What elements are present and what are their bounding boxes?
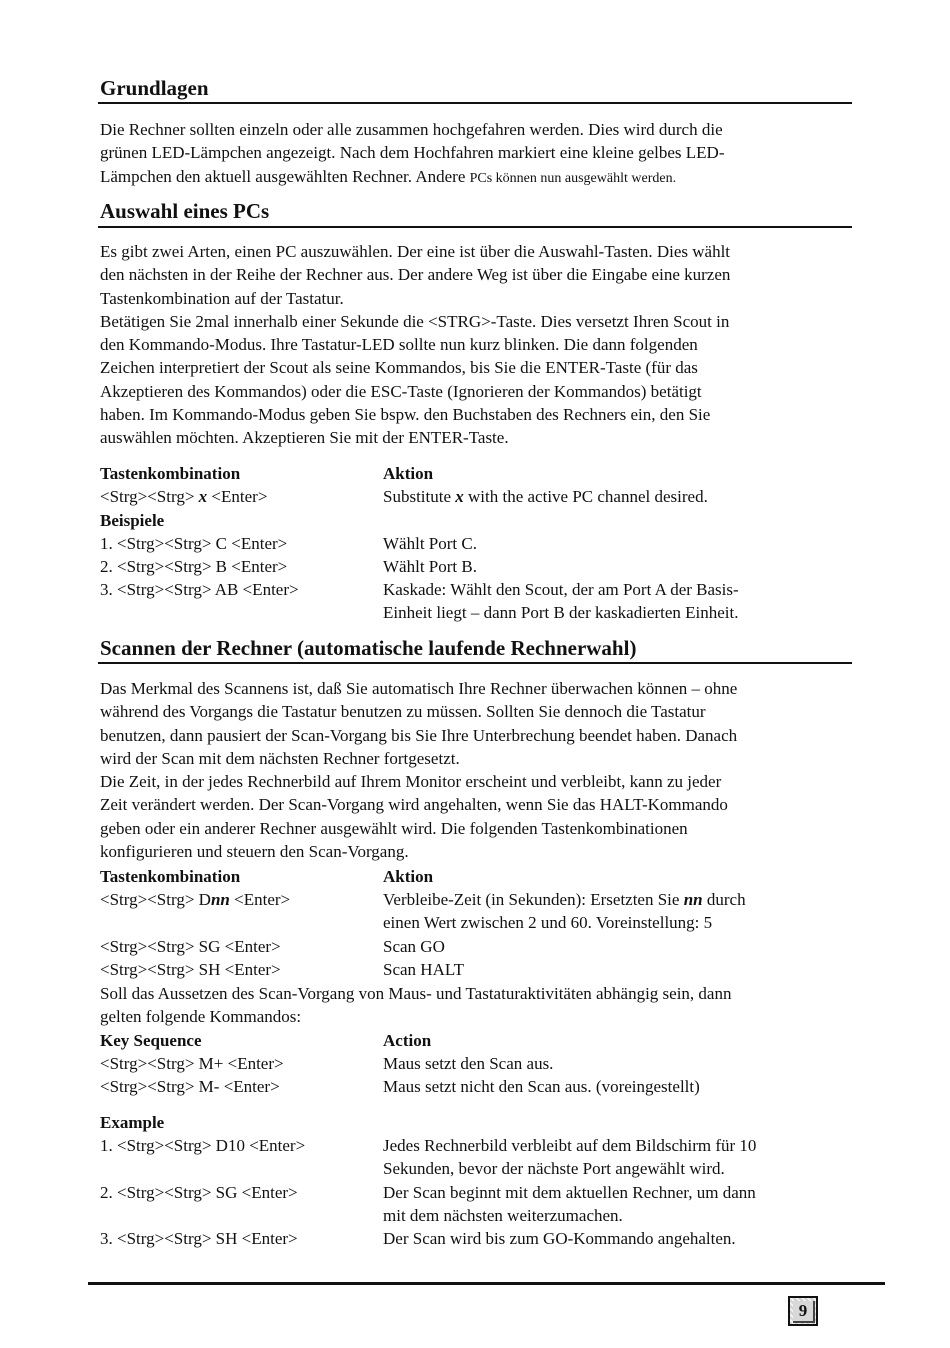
section-rule	[98, 662, 852, 664]
text-line: Soll das Aussetzen des Scan-Vorgang von Maus- und Tastaturaktivitäten abhängig sein, dann	[100, 984, 732, 1003]
action-line: Der Scan beginnt mit dem aktuellen Rechner, um dann	[383, 1183, 756, 1202]
text-line: geben oder ein anderer Rechner ausgewählt wird. Die folgenden Tastenkombinationen	[100, 818, 688, 838]
examples-label	[100, 509, 852, 532]
table-row	[100, 1134, 852, 1180]
header-action: Aktion	[383, 867, 434, 886]
key-variable: x	[198, 487, 208, 506]
action-text	[383, 1134, 823, 1180]
section-rule	[98, 226, 852, 228]
example-label	[100, 1111, 852, 1134]
action-text: Wählt Port C.	[383, 534, 477, 553]
key-prefix: <Strg><Strg>	[100, 487, 199, 506]
text-line: Die Rechner sollten einzeln oder alle zusammen hochgefahren werden. Dies wird durch die	[100, 120, 723, 139]
action-text	[383, 578, 823, 624]
paragraph-scannen	[100, 677, 852, 863]
action-line: Sekunden, bevor der nächste Port angewählt wird.	[383, 1159, 725, 1178]
text-line: gelten folgende Kommandos:	[100, 1007, 302, 1027]
header-action: Aktion	[383, 464, 434, 483]
text-line: Zeit verändert werden. Der Scan-Vorgang wird angehalten, wenn Sie das HALT-Kommando	[100, 795, 728, 815]
action-text: Scan HALT	[383, 960, 465, 979]
text-segment: Lämpchen den aktuell ausgewählten Rechner. Andere	[100, 166, 470, 186]
key-suffix: <Enter>	[207, 487, 268, 506]
key-sequence: 1. <Strg><Strg> C <Enter>	[100, 534, 288, 553]
action-line: Einheit liegt – dann Port B der kaskadierten Einheit.	[383, 603, 739, 622]
key-sequence: <Strg><Strg> SH <Enter>	[100, 960, 281, 979]
text-line: Akzeptieren des Kommandos) oder die ESC-Taste (Ignorieren der Kommandos) betätigt	[100, 381, 702, 401]
table-row	[100, 888, 852, 934]
header-key: Tastenkombination	[100, 867, 241, 886]
action-line: mit dem nächsten weiterzumachen.	[383, 1206, 623, 1225]
table-row	[100, 1227, 852, 1250]
action-text	[383, 485, 823, 508]
table-row	[100, 1075, 852, 1098]
action-suffix: with the active PC channel desired.	[463, 487, 708, 506]
text-line: Tastenkombination auf der Tastatur.	[100, 288, 344, 308]
page-number: 9	[793, 1301, 815, 1323]
key-sequence: 2. <Strg><Strg> SG <Enter>	[100, 1183, 298, 1202]
footer-rule	[88, 1282, 885, 1285]
text-line: Das Merkmal des Scannens ist, daß Sie automatisch Ihre Rechner überwachen können – ohne	[100, 679, 738, 698]
text-line: Die Zeit, in der jedes Rechnerbild auf Ihrem Monitor erscheint und verbleibt, kann zu jeder	[100, 772, 722, 792]
key-sequence	[100, 888, 290, 911]
action-line: einen Wert zwischen 2 und 60. Voreinstellung: 5	[383, 913, 713, 932]
action-text: Maus setzt den Scan aus.	[383, 1054, 554, 1073]
text-line: Es gibt zwei Arten, einen PC auszuwählen. Der eine ist über die Auswahl-Tasten. Dies wählt	[100, 242, 731, 261]
header-action: Action	[383, 1031, 432, 1050]
header-key: Key Sequence	[100, 1031, 202, 1050]
action-suffix: durch	[702, 890, 746, 909]
action-text: Wählt Port B.	[383, 557, 477, 576]
key-sequence: <Strg><Strg> M+ <Enter>	[100, 1054, 284, 1073]
table-row	[100, 578, 852, 624]
section-title-grundlagen: Grundlagen	[100, 76, 209, 100]
text-line	[100, 165, 852, 190]
text-line: haben. Im Kommando-Modus geben Sie bspw. den Buchstaben des Rechners ein, den Sie	[100, 405, 711, 425]
table-row	[100, 1181, 852, 1227]
table-row	[100, 935, 852, 958]
key-sequence: 2. <Strg><Strg> B <Enter>	[100, 557, 288, 576]
header-key: Tastenkombination	[100, 464, 241, 483]
action-variable: x	[455, 487, 464, 506]
key-sequence: 1. <Strg><Strg> D10 <Enter>	[100, 1136, 306, 1155]
key-sequence: 3. <Strg><Strg> SH <Enter>	[100, 1229, 298, 1248]
paragraph-grundlagen	[100, 118, 852, 190]
paragraph-auswahl	[100, 240, 852, 450]
section-title-auswahl: Auswahl eines PCs	[100, 199, 270, 223]
key-variable: nn	[210, 890, 230, 909]
text-line: Zeichen interpretiert der Scout als seine Kommandos, bis Sie die ENTER-Taste (für das	[100, 358, 698, 378]
key-sequence: <Strg><Strg> M- <Enter>	[100, 1077, 280, 1096]
table-row	[100, 958, 852, 981]
text-line: wird der Scan mit dem nächsten Rechner fortgesetzt.	[100, 748, 460, 768]
action-line: Jedes Rechnerbild verbleibt auf dem Bildschirm für 10	[383, 1136, 757, 1155]
text-line: konfigurieren und steuern den Scan-Vorgang.	[100, 842, 409, 862]
text-line: benutzen, dann pausiert der Scan-Vorgang bis Sie Ihre Unterbrechung beendet haben. Danach	[100, 725, 738, 745]
page-number-badge	[788, 1296, 818, 1326]
table-row	[100, 1052, 852, 1075]
text-line: grünen LED-Lämpchen angezeigt. Nach dem Hochfahren markiert eine kleine gelbes LED-	[100, 143, 725, 163]
section-title-scannen: Scannen der Rechner (automatische laufende Rechnerwahl)	[100, 636, 637, 660]
action-prefix: Verbleibe-Zeit (in Sekunden): Ersetzten Sie	[383, 890, 684, 909]
section-rule	[98, 102, 852, 104]
action-text	[383, 1181, 823, 1227]
key-sequence: <Strg><Strg> SG <Enter>	[100, 937, 281, 956]
action-line: Kaskade: Wählt den Scout, der am Port A der Basis-	[383, 580, 739, 599]
table-row	[100, 532, 852, 555]
action-variable: nn	[683, 890, 703, 909]
paragraph-mouse	[100, 982, 852, 1029]
key-sequence: 3. <Strg><Strg> AB <Enter>	[100, 580, 299, 599]
key-prefix: <Strg><Strg> D	[100, 890, 211, 909]
text-line: Betätigen Sie 2mal innerhalb einer Sekunde die <STRG>-Taste. Dies versetzt Ihren Scout in	[100, 311, 730, 331]
text-line: auswählen möchten. Akzeptieren Sie mit der ENTER-Taste.	[100, 428, 509, 448]
action-text: Maus setzt nicht den Scan aus. (voreingestellt)	[383, 1077, 700, 1096]
action-prefix: Substitute	[383, 487, 456, 506]
text-line: den Kommando-Modus. Ihre Tastatur-LED sollte nun kurz blinken. Die dann folgenden	[100, 335, 698, 355]
action-text	[383, 888, 823, 934]
table-header	[100, 462, 852, 485]
table-row	[100, 485, 852, 508]
action-text: Scan GO	[383, 937, 445, 956]
text-line: während des Vorgangs die Tastatur benutzen zu müssen. Sollten Sie dennoch die Tastatur	[100, 702, 706, 722]
action-text: Der Scan wird bis zum GO-Kommando angehalten.	[383, 1229, 736, 1248]
table-header	[100, 865, 852, 888]
example-label-text: Example	[100, 1113, 165, 1132]
text-line: den nächsten in der Reihe der Rechner aus. Der andere Weg ist über die Eingabe eine kurzen	[100, 265, 731, 285]
table-row	[100, 555, 852, 578]
table-header	[100, 1029, 852, 1052]
key-suffix: <Enter>	[229, 890, 291, 909]
examples-label-text: Beispiele	[100, 511, 165, 530]
small-text-segment: PCs können nun ausgewählt werden.	[469, 170, 677, 186]
key-sequence	[100, 485, 267, 508]
